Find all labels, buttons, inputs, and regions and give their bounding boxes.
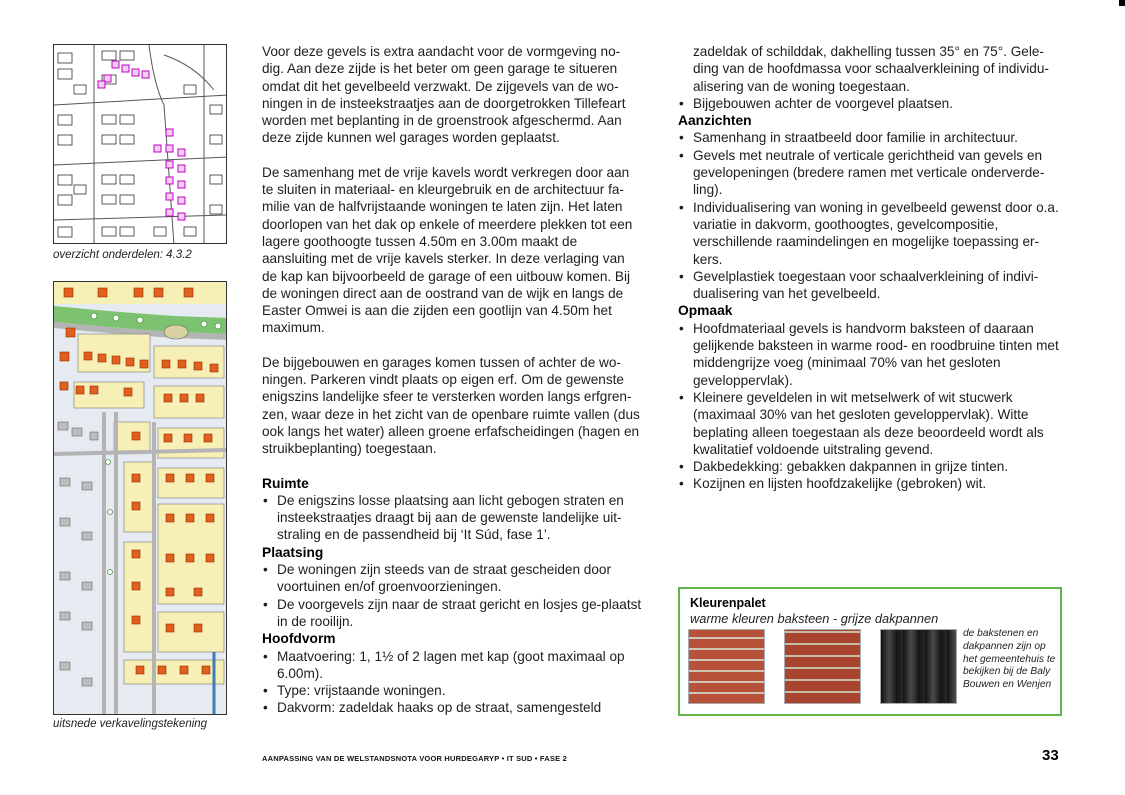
list-ruimte [262, 492, 642, 544]
brick-swatch-light [688, 629, 765, 704]
list-item: • Maatvoering: 1, 1½ of 2 lagen met kap (goot maximaal op 6.00m). [262, 648, 642, 683]
overview-map-caption: overzicht onderdelen: 4.3.2 [53, 249, 192, 261]
page-number: 33 [1042, 747, 1059, 764]
plan-map-caption: uitsnede verkavelingstekening [53, 718, 208, 730]
list-item: • Samenhang in straatbeeld door familie in architectuur. [678, 129, 1062, 146]
list-item: • Dakvorm: zadeldak haaks op de straat, samengesteld [262, 699, 642, 716]
list-item: • Kozijnen en lijsten hoofdzakelijke (gebroken) wit. [678, 475, 1062, 492]
list-item: • De voorgevels zijn naar de straat gericht en losjes ge-plaatst in de rooilijn. [262, 596, 642, 631]
list-item: • De woningen zijn steeds van de straat gescheiden door voortuinen en/of groenvoorzieningen. [262, 561, 642, 596]
corner-mark [1119, 0, 1125, 6]
heading-ruimte: Ruimte [262, 475, 309, 491]
brick-swatch-dark [784, 629, 861, 704]
text-column-left [262, 43, 642, 717]
color-palette-box [678, 587, 1062, 716]
palette-title: Kleurenpalet [690, 596, 766, 610]
plan-map [53, 281, 227, 715]
palette-note: de bakstenen en dakpannen zijn op het gemeentehuis te bekijken bij de Baly Bouwen en Wenjen [963, 628, 1056, 691]
list-item: • Kleinere geveldelen in wit metselwerk of wit stucwerk (maximaal 30% van het gesloten geveloppervlak). Witte beplating alleen toegestaan als deze beoordeeld wordt als kwalitatief voldoende uitstraling gevend. [678, 389, 1062, 458]
list-plaatsing [262, 561, 642, 630]
roof-tile-swatch [880, 629, 957, 704]
paragraph-coherence: De samenhang met de vrije kavels wordt verkregen door aan te sluiten in materiaal- en kleurgebruik en de architectuur fa-milie van de halfvrijstaande woningen te laten zijn. Het laten doorlopen van het dak op enkele of meerdere plekken tot een lagere goothoogte tussen 4.50m en 3.00m maakt de aansluiting met de vrije kavels sterker. In deze verlaging van de kap kan bijvoorbeeld de garage of een uitbouw komen. Bij de woningen direct aan de oostrand van de wijk en langs de Easter Omwei is aan die zijden een gootlijn van 4.50m het maximum. [262, 164, 633, 336]
list-item: • Bijgebouwen achter de voorgevel plaatsen. [678, 95, 1062, 112]
palette-subtitle: warme kleuren baksteen - grijze dakpannen [690, 611, 939, 626]
paragraph-facades: Voor deze gevels is extra aandacht voor de vormgeving no-dig. Aan deze zijde is het beter om geen garage te situeren omdat dit het gevelbeeld verzwakt. De zijgevels van de wo-ningen in de insteekstraatjes aan de doorgetrokken Tillefeart worden met beplanting in de groenstrook afgeschermd. Aan deze zijde kunnen wel garages worden geplaatst. [262, 44, 626, 146]
heading-opmaak: Opmaak [678, 303, 733, 319]
list-item: • Type: vrijstaande woningen. [262, 682, 642, 699]
heading-hoofdvorm: Hoofdvorm [262, 631, 336, 647]
list-item: • Gevels met neutrale of verticale gerichtheid van gevels en gevelopeningen (bredere ramen met verticale onderverde-ling). [678, 147, 1062, 199]
list-item: • De enigszins losse plaatsing aan licht gebogen straten en insteekstraatjes draagt bij aan de gewenste landelijke uit-straling en de passendheid bij ‘It Súd, fase 1’. [262, 492, 642, 544]
list-continuation: zadeldak of schilddak, dakhelling tussen 35° en 75°. Gele-ding van de hoofdmassa voor schaalverkleining of individu-alisering van de woning toegestaan. [693, 44, 1049, 94]
list-item: • Dakbedekking: gebakken dakpannen in grijze tinten. [678, 458, 1062, 475]
paragraph-outbuildings: De bijgebouwen en garages komen tussen of achter de wo-ningen. Parkeren vindt plaats op eigen erf. Om de gewenste enigszins landelijke sfeer te versterken worden langs erfgren-zen, waar deze in het zicht van de openbare ruimte vallen (dus ook langs het water) alleen groene erfafscheidingen (hagen en struikbeplanting) toegestaan. [262, 354, 640, 457]
heading-plaatsing: Plaatsing [262, 544, 324, 560]
list-item: • Individualisering van woning in gevelbeeld gewenst door o.a. variatie in dakvorm, goothoogtes, gevelcompositie, verschillende raamindelingen en mogelijke toepassing er-kers. [678, 199, 1062, 268]
list-item: • Hoofdmateriaal gevels is handvorm baksteen of daaraan gelijkende baksteen in warme rood- en roodbruine tinten met middengrijze voeg (minimaal 70% van het gesloten geveloppervlak). [678, 320, 1062, 389]
list-opmaak [678, 320, 1062, 493]
overview-map [53, 44, 227, 244]
text-column-right [678, 43, 1062, 493]
list-hoofdvorm-continued [678, 95, 1062, 112]
footer-title: AANPASSING VAN DE WELSTANDSNOTA VOOR HURDEGARYP • IT SUD • FASE 2 [262, 754, 567, 763]
heading-aanzichten: Aanzichten [678, 113, 752, 129]
plan-map-drawing [54, 282, 227, 715]
overview-map-drawing [54, 45, 227, 244]
list-aanzichten [678, 129, 1062, 302]
list-item: • Gevelplastiek toegestaan voor schaalverkleining of indivi-dualisering van het gevelbeeld. [678, 268, 1062, 303]
list-hoofdvorm [262, 648, 642, 717]
